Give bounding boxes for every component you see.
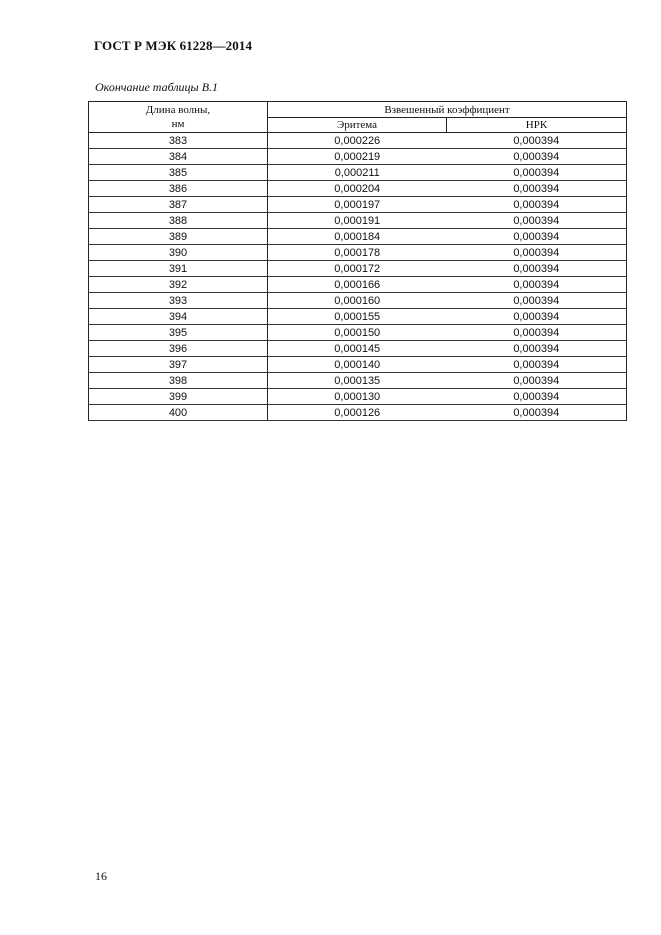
cell-npk: 0,000394 — [447, 229, 627, 245]
table-row — [89, 309, 627, 325]
cell-wavelength: 383 — [89, 133, 268, 149]
header-wavelength-unit: нм — [171, 118, 185, 130]
cell-erythema: 0,000211 — [268, 165, 447, 181]
coefficients-table — [88, 101, 627, 421]
table-row — [89, 405, 627, 421]
cell-erythema: 0,000226 — [268, 133, 447, 149]
document-header: ГОСТ Р МЭК 61228—2014 — [94, 38, 253, 53]
table-row — [89, 389, 627, 405]
cell-erythema: 0,000140 — [268, 357, 447, 373]
cell-erythema: 0,000204 — [268, 181, 447, 197]
cell-wavelength: 395 — [89, 325, 268, 341]
cell-erythema: 0,000172 — [268, 261, 447, 277]
cell-erythema: 0,000197 — [268, 197, 447, 213]
cell-npk: 0,000394 — [447, 133, 627, 149]
table-row — [89, 133, 627, 149]
table-row — [89, 277, 627, 293]
table-body — [89, 133, 627, 421]
cell-erythema: 0,000130 — [268, 389, 447, 405]
cell-npk: 0,000394 — [447, 389, 627, 405]
cell-wavelength: 385 — [89, 165, 268, 181]
table-head-row-1 — [89, 102, 627, 118]
page-number: 16 — [95, 869, 107, 883]
cell-erythema: 0,000150 — [268, 325, 447, 341]
table-row — [89, 261, 627, 277]
cell-npk: 0,000394 — [447, 277, 627, 293]
cell-erythema: 0,000184 — [268, 229, 447, 245]
cell-npk: 0,000394 — [447, 181, 627, 197]
table-row — [89, 293, 627, 309]
cell-wavelength: 387 — [89, 197, 268, 213]
cell-erythema: 0,000178 — [268, 245, 447, 261]
cell-erythema: 0,000219 — [268, 149, 447, 165]
table-row — [89, 245, 627, 261]
table-row — [89, 165, 627, 181]
cell-npk: 0,000394 — [447, 325, 627, 341]
header-weighted-coefficient: Взвешенный коэффициент — [268, 102, 627, 118]
cell-npk: 0,000394 — [447, 261, 627, 277]
cell-wavelength: 390 — [89, 245, 268, 261]
cell-erythema: 0,000166 — [268, 277, 447, 293]
cell-npk: 0,000394 — [447, 149, 627, 165]
cell-npk: 0,000394 — [447, 213, 627, 229]
header-wavelength — [89, 102, 268, 133]
cell-npk: 0,000394 — [447, 405, 627, 421]
cell-npk: 0,000394 — [447, 309, 627, 325]
cell-wavelength: 391 — [89, 261, 268, 277]
cell-erythema: 0,000145 — [268, 341, 447, 357]
cell-wavelength: 388 — [89, 213, 268, 229]
table-row — [89, 213, 627, 229]
cell-npk: 0,000394 — [447, 245, 627, 261]
cell-npk: 0,000394 — [447, 373, 627, 389]
table-row — [89, 325, 627, 341]
table-head — [89, 102, 627, 133]
table-row — [89, 197, 627, 213]
cell-npk: 0,000394 — [447, 165, 627, 181]
header-wavelength-label: Длина волны, — [145, 104, 211, 116]
cell-wavelength: 396 — [89, 341, 268, 357]
table-caption: Окончание таблицы В.1 — [95, 80, 219, 94]
cell-wavelength: 400 — [89, 405, 268, 421]
table-row — [89, 149, 627, 165]
cell-erythema: 0,000191 — [268, 213, 447, 229]
header-erythema: Эритема — [268, 118, 447, 133]
table-row — [89, 181, 627, 197]
header-npk: НРК — [447, 118, 627, 133]
cell-wavelength: 384 — [89, 149, 268, 165]
table-row — [89, 341, 627, 357]
cell-erythema: 0,000160 — [268, 293, 447, 309]
cell-wavelength: 399 — [89, 389, 268, 405]
cell-wavelength: 386 — [89, 181, 268, 197]
cell-wavelength: 393 — [89, 293, 268, 309]
table-row — [89, 373, 627, 389]
cell-wavelength: 392 — [89, 277, 268, 293]
cell-npk: 0,000394 — [447, 357, 627, 373]
cell-wavelength: 389 — [89, 229, 268, 245]
cell-wavelength: 394 — [89, 309, 268, 325]
cell-erythema: 0,000155 — [268, 309, 447, 325]
cell-npk: 0,000394 — [447, 197, 627, 213]
cell-npk: 0,000394 — [447, 341, 627, 357]
cell-npk: 0,000394 — [447, 293, 627, 309]
cell-erythema: 0,000135 — [268, 373, 447, 389]
table-row — [89, 229, 627, 245]
cell-wavelength: 398 — [89, 373, 268, 389]
cell-erythema: 0,000126 — [268, 405, 447, 421]
cell-wavelength: 397 — [89, 357, 268, 373]
table-row — [89, 357, 627, 373]
